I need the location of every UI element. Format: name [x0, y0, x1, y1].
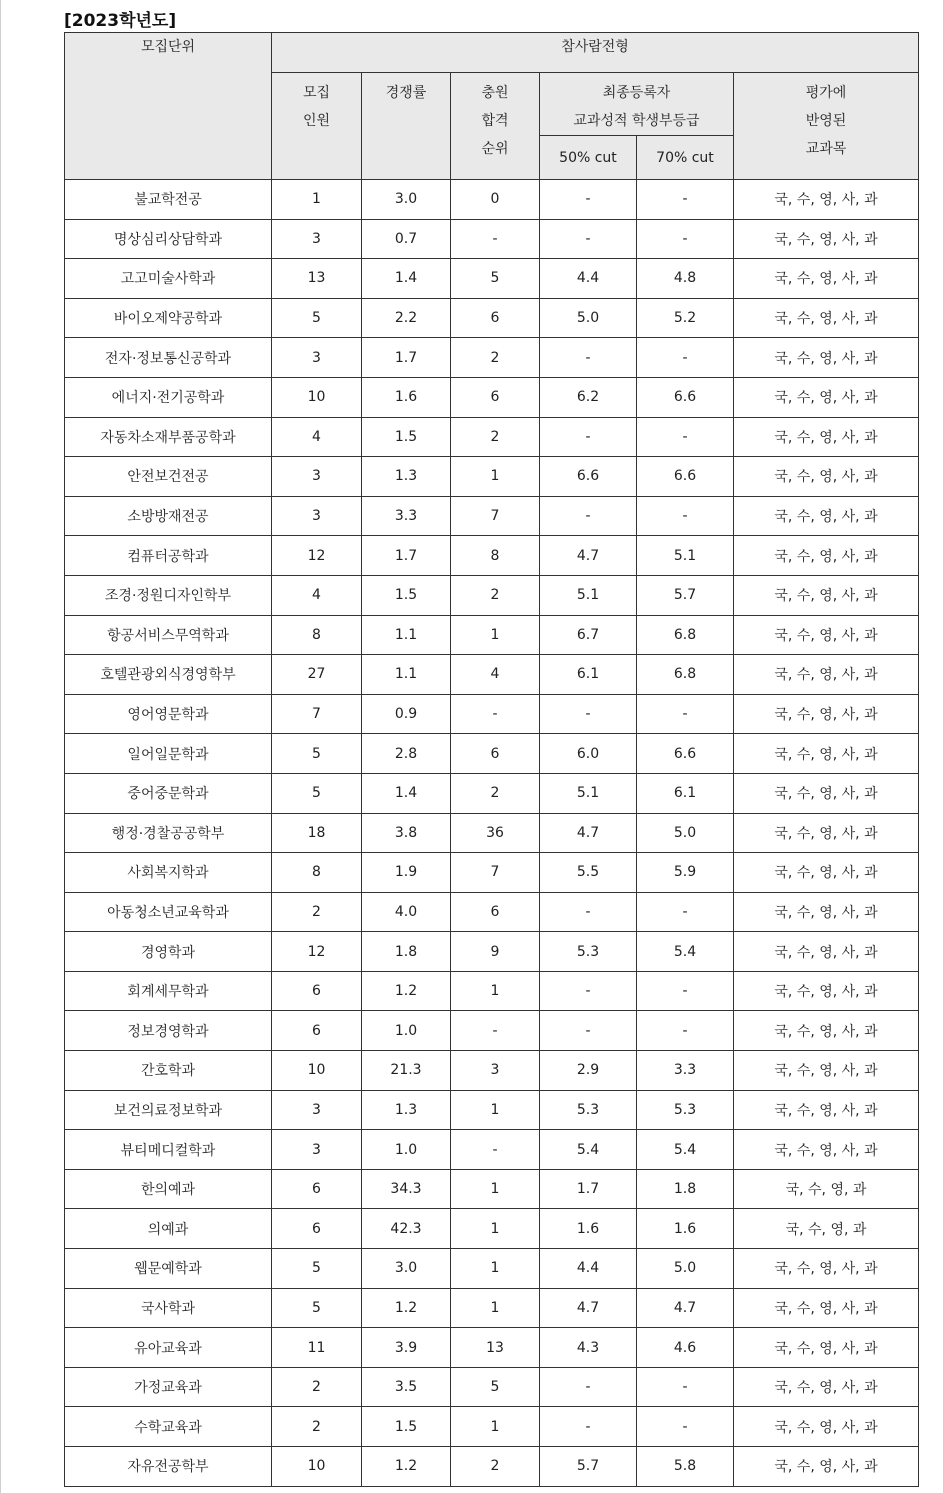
cell-cut50: 5.0 [540, 298, 637, 338]
cell-cut50: - [540, 1011, 637, 1051]
cell-cut50: 4.7 [540, 813, 637, 853]
cell-rank: 6 [451, 892, 540, 932]
cell-cut70: - [637, 338, 734, 378]
cell-rank: 5 [451, 259, 540, 299]
cell-cut50: 4.4 [540, 259, 637, 299]
table-row [65, 1367, 919, 1407]
cell-cut70: - [637, 1407, 734, 1447]
table-row [65, 259, 919, 299]
cell-rank: 2 [451, 575, 540, 615]
table-row [65, 1249, 919, 1289]
cell-rate: 0.9 [362, 694, 451, 734]
cell-name: 간호학과 [65, 1051, 272, 1091]
cell-name: 고고미술사학과 [65, 259, 272, 299]
table-row [65, 1130, 919, 1170]
cell-rank: 6 [451, 734, 540, 774]
cell-name: 국사학과 [65, 1288, 272, 1328]
cell-name: 호텔관광외식경영학부 [65, 655, 272, 695]
table-row [65, 773, 919, 813]
cell-name: 한의예과 [65, 1169, 272, 1209]
table-row [65, 655, 919, 695]
cell-quota: 3 [272, 496, 362, 536]
cell-quota: 6 [272, 1209, 362, 1249]
cell-name: 에너지·전기공학과 [65, 377, 272, 417]
cell-cut50: 6.0 [540, 734, 637, 774]
header-final-line1: 최종등록자 [602, 85, 671, 101]
cell-subjects: 국, 수, 영, 사, 과 [734, 1288, 919, 1328]
table-row [65, 496, 919, 536]
table-row [65, 457, 919, 497]
cell-quota: 5 [272, 298, 362, 338]
cell-name: 정보경영학과 [65, 1011, 272, 1051]
admission-results-table [64, 32, 919, 1487]
cell-rank: 7 [451, 853, 540, 893]
cell-quota: 6 [272, 1169, 362, 1209]
header-rank [451, 73, 540, 180]
cell-quota: 4 [272, 575, 362, 615]
cell-cut50: 4.4 [540, 1249, 637, 1289]
cell-cut50: - [540, 219, 637, 259]
cell-rate: 1.5 [362, 1407, 451, 1447]
cell-cut70: 1.8 [637, 1169, 734, 1209]
cell-rank: 4 [451, 655, 540, 695]
cell-cut50: - [540, 892, 637, 932]
cell-rate: 42.3 [362, 1209, 451, 1249]
cell-rate: 3.0 [362, 180, 451, 220]
cell-cut70: - [637, 892, 734, 932]
header-subjects-line3: 교과목 [805, 141, 847, 157]
cell-rate: 3.0 [362, 1249, 451, 1289]
cell-quota: 7 [272, 694, 362, 734]
cell-cut70: - [637, 971, 734, 1011]
cell-cut70: 5.3 [637, 1090, 734, 1130]
cell-subjects: 국, 수, 영, 사, 과 [734, 457, 919, 497]
cell-name: 소방방재전공 [65, 496, 272, 536]
cell-cut50: 5.1 [540, 575, 637, 615]
cell-rate: 1.7 [362, 536, 451, 576]
table-row [65, 615, 919, 655]
cell-subjects: 국, 수, 영, 사, 과 [734, 853, 919, 893]
table-row [65, 1169, 919, 1209]
cell-cut50: 6.7 [540, 615, 637, 655]
cell-rate: 1.4 [362, 259, 451, 299]
cell-quota: 8 [272, 853, 362, 893]
cell-rank: 9 [451, 932, 540, 972]
cell-cut50: 5.7 [540, 1447, 637, 1487]
header-quota-line2: 인원 [302, 113, 331, 129]
cell-quota: 3 [272, 457, 362, 497]
cell-cut70: 6.6 [637, 734, 734, 774]
cell-name: 웹문예학과 [65, 1249, 272, 1289]
cell-name: 영어영문학과 [65, 694, 272, 734]
cell-name: 항공서비스무역학과 [65, 615, 272, 655]
cell-cut70: 6.8 [637, 655, 734, 695]
cell-subjects: 국, 수, 영, 사, 과 [734, 536, 919, 576]
cell-rate: 2.2 [362, 298, 451, 338]
cell-subjects: 국, 수, 영, 사, 과 [734, 932, 919, 972]
cell-quota: 5 [272, 773, 362, 813]
cell-cut70: 5.0 [637, 1249, 734, 1289]
table-row [65, 338, 919, 378]
cell-rate: 21.3 [362, 1051, 451, 1091]
header-cut50: 50% cut [540, 136, 637, 180]
cell-cut70: 3.3 [637, 1051, 734, 1091]
cell-cut50: 5.3 [540, 1090, 637, 1130]
header-group: 참사람전형 [272, 33, 919, 73]
cell-name: 불교학전공 [65, 180, 272, 220]
cell-cut50: 6.6 [540, 457, 637, 497]
cell-name: 행정·경찰공공학부 [65, 813, 272, 853]
cell-cut70: 4.8 [637, 259, 734, 299]
cell-rank: 2 [451, 417, 540, 457]
cell-subjects: 국, 수, 영, 사, 과 [734, 417, 919, 457]
cell-subjects: 국, 수, 영, 사, 과 [734, 1367, 919, 1407]
cell-quota: 4 [272, 417, 362, 457]
cell-cut70: 1.6 [637, 1209, 734, 1249]
cell-cut50: 5.3 [540, 932, 637, 972]
cell-subjects: 국, 수, 영, 사, 과 [734, 338, 919, 378]
cell-rank: 7 [451, 496, 540, 536]
cell-subjects: 국, 수, 영, 사, 과 [734, 1090, 919, 1130]
cell-cut70: 6.8 [637, 615, 734, 655]
cell-subjects: 국, 수, 영, 사, 과 [734, 377, 919, 417]
cell-name: 뷰티메디컬학과 [65, 1130, 272, 1170]
table-row [65, 853, 919, 893]
cell-quota: 6 [272, 971, 362, 1011]
cell-subjects: 국, 수, 영, 사, 과 [734, 180, 919, 220]
cell-rate: 1.2 [362, 1447, 451, 1487]
cell-cut50: 1.7 [540, 1169, 637, 1209]
cell-cut70: 6.6 [637, 377, 734, 417]
cell-cut50: 6.1 [540, 655, 637, 695]
cell-subjects: 국, 수, 영, 사, 과 [734, 298, 919, 338]
cell-subjects: 국, 수, 영, 사, 과 [734, 575, 919, 615]
cell-quota: 8 [272, 615, 362, 655]
cell-cut70: - [637, 496, 734, 536]
table-row [65, 971, 919, 1011]
cell-subjects: 국, 수, 영, 사, 과 [734, 1249, 919, 1289]
header-rank-line1: 충원 [481, 85, 509, 101]
header-unit: 모집단위 [65, 33, 272, 180]
cell-cut70: 5.7 [637, 575, 734, 615]
cell-name: 바이오제약공학과 [65, 298, 272, 338]
cell-quota: 3 [272, 219, 362, 259]
cell-subjects: 국, 수, 영, 사, 과 [734, 813, 919, 853]
cell-quota: 13 [272, 259, 362, 299]
cell-quota: 12 [272, 536, 362, 576]
cell-rate: 2.8 [362, 734, 451, 774]
cell-subjects: 국, 수, 영, 사, 과 [734, 694, 919, 734]
cell-rank: 1 [451, 1249, 540, 1289]
cell-name: 자유전공학부 [65, 1447, 272, 1487]
header-subjects-line2: 반영된 [805, 113, 847, 129]
cell-rank: - [451, 219, 540, 259]
cell-rate: 1.5 [362, 417, 451, 457]
cell-cut70: 6.6 [637, 457, 734, 497]
header-rate: 경쟁률 [362, 73, 451, 180]
cell-name: 안전보건전공 [65, 457, 272, 497]
cell-rate: 3.9 [362, 1328, 451, 1368]
cell-quota: 1 [272, 180, 362, 220]
cell-cut50: - [540, 180, 637, 220]
cell-rank: 0 [451, 180, 540, 220]
cell-rate: 1.3 [362, 1090, 451, 1130]
cell-rate: 3.3 [362, 496, 451, 536]
cell-subjects: 국, 수, 영, 사, 과 [734, 496, 919, 536]
cell-rate: 1.2 [362, 1288, 451, 1328]
cell-cut50: 4.3 [540, 1328, 637, 1368]
cell-cut70: 4.7 [637, 1288, 734, 1328]
header-rank-line3: 순위 [481, 141, 509, 157]
cell-cut70: 6.1 [637, 773, 734, 813]
cell-subjects: 국, 수, 영, 사, 과 [734, 1447, 919, 1487]
cell-quota: 11 [272, 1328, 362, 1368]
cell-name: 수학교육과 [65, 1407, 272, 1447]
cell-cut70: 5.1 [637, 536, 734, 576]
cell-quota: 5 [272, 1249, 362, 1289]
table-row [65, 1288, 919, 1328]
cell-name: 일어일문학과 [65, 734, 272, 774]
table-row [65, 1051, 919, 1091]
cell-quota: 6 [272, 1011, 362, 1051]
header-subjects-line1: 평가에 [805, 85, 847, 101]
table-row [65, 1011, 919, 1051]
cell-rank: 2 [451, 1447, 540, 1487]
cell-subjects: 국, 수, 영, 과 [734, 1169, 919, 1209]
cell-rank: 2 [451, 773, 540, 813]
cell-quota: 2 [272, 1407, 362, 1447]
table-row [65, 813, 919, 853]
table-row [65, 932, 919, 972]
cell-rate: 1.9 [362, 853, 451, 893]
table-row [65, 377, 919, 417]
cell-rank: 2 [451, 338, 540, 378]
cell-cut50: - [540, 417, 637, 457]
cell-quota: 10 [272, 1051, 362, 1091]
cell-subjects: 국, 수, 영, 사, 과 [734, 1328, 919, 1368]
cell-name: 보건의료정보학과 [65, 1090, 272, 1130]
cell-cut70: 5.8 [637, 1447, 734, 1487]
cell-rate: 3.8 [362, 813, 451, 853]
table-row [65, 180, 919, 220]
cell-cut70: 5.9 [637, 853, 734, 893]
cell-name: 회계세무학과 [65, 971, 272, 1011]
cell-cut70: - [637, 180, 734, 220]
cell-cut50: - [540, 496, 637, 536]
cell-cut70: - [637, 1367, 734, 1407]
cell-quota: 3 [272, 1090, 362, 1130]
table-row [65, 536, 919, 576]
cell-cut50: - [540, 1367, 637, 1407]
cell-name: 경영학과 [65, 932, 272, 972]
cell-cut50: - [540, 338, 637, 378]
cell-rate: 3.5 [362, 1367, 451, 1407]
cell-rank: 13 [451, 1328, 540, 1368]
cell-quota: 3 [272, 338, 362, 378]
header-quota [272, 73, 362, 180]
cell-subjects: 국, 수, 영, 사, 과 [734, 1051, 919, 1091]
header-quota-line1: 모집 [302, 85, 331, 101]
cell-name: 아동청소년교육학과 [65, 892, 272, 932]
table-row [65, 892, 919, 932]
cell-rate: 1.5 [362, 575, 451, 615]
cell-rank: 6 [451, 298, 540, 338]
cell-rank: 1 [451, 1090, 540, 1130]
cell-quota: 2 [272, 1367, 362, 1407]
cell-name: 의예과 [65, 1209, 272, 1249]
page-title: [2023학년도] [64, 11, 177, 31]
cell-rate: 0.7 [362, 219, 451, 259]
cell-name: 유아교육과 [65, 1328, 272, 1368]
cell-subjects: 국, 수, 영, 사, 과 [734, 655, 919, 695]
cell-quota: 2 [272, 892, 362, 932]
cell-subjects: 국, 수, 영, 사, 과 [734, 734, 919, 774]
cell-rank: - [451, 694, 540, 734]
cell-rate: 1.4 [362, 773, 451, 813]
cell-rate: 1.0 [362, 1130, 451, 1170]
cell-rank: - [451, 1130, 540, 1170]
cell-subjects: 국, 수, 영, 과 [734, 1209, 919, 1249]
cell-cut50: 5.5 [540, 853, 637, 893]
cell-rate: 1.1 [362, 615, 451, 655]
cell-name: 사회복지학과 [65, 853, 272, 893]
cell-subjects: 국, 수, 영, 사, 과 [734, 1407, 919, 1447]
cell-cut50: - [540, 971, 637, 1011]
table-row [65, 734, 919, 774]
cell-subjects: 국, 수, 영, 사, 과 [734, 219, 919, 259]
cell-quota: 3 [272, 1130, 362, 1170]
cell-rank: 1 [451, 1407, 540, 1447]
cell-quota: 18 [272, 813, 362, 853]
cell-rank: 1 [451, 1209, 540, 1249]
cell-cut50: 6.2 [540, 377, 637, 417]
table-row [65, 417, 919, 457]
cell-cut70: 4.6 [637, 1328, 734, 1368]
cell-quota: 10 [272, 1447, 362, 1487]
cell-cut50: - [540, 1407, 637, 1447]
table-row [65, 1209, 919, 1249]
cell-cut50: 4.7 [540, 536, 637, 576]
cell-subjects: 국, 수, 영, 사, 과 [734, 971, 919, 1011]
cell-rank: 3 [451, 1051, 540, 1091]
cell-quota: 12 [272, 932, 362, 972]
table-row [65, 1447, 919, 1487]
cell-rate: 1.1 [362, 655, 451, 695]
cell-cut50: 1.6 [540, 1209, 637, 1249]
table-row [65, 1090, 919, 1130]
cell-rate: 1.7 [362, 338, 451, 378]
cell-name: 가정교육과 [65, 1367, 272, 1407]
cell-rank: 8 [451, 536, 540, 576]
cell-cut50: 5.1 [540, 773, 637, 813]
cell-name: 자동차소재부품공학과 [65, 417, 272, 457]
table-row [65, 219, 919, 259]
cell-cut50: 4.7 [540, 1288, 637, 1328]
cell-rank: 1 [451, 1169, 540, 1209]
table-row [65, 298, 919, 338]
cell-rank: 1 [451, 1288, 540, 1328]
cell-rate: 1.2 [362, 971, 451, 1011]
cell-quota: 5 [272, 734, 362, 774]
cell-rank: 5 [451, 1367, 540, 1407]
cell-rank: 6 [451, 377, 540, 417]
cell-rank: 1 [451, 971, 540, 1011]
cell-rank: 1 [451, 615, 540, 655]
cell-subjects: 국, 수, 영, 사, 과 [734, 259, 919, 299]
cell-cut50: 2.9 [540, 1051, 637, 1091]
table-row [65, 694, 919, 734]
cell-cut50: - [540, 694, 637, 734]
cell-cut70: - [637, 219, 734, 259]
cell-name: 컴퓨터공학과 [65, 536, 272, 576]
page-border-left [0, 0, 1, 1493]
cell-name: 중어중문학과 [65, 773, 272, 813]
cell-rate: 34.3 [362, 1169, 451, 1209]
header-final-line2: 교과성적 학생부등급 [573, 113, 700, 129]
cell-cut50: 5.4 [540, 1130, 637, 1170]
cell-name: 조경·정원디자인학부 [65, 575, 272, 615]
cell-rate: 1.3 [362, 457, 451, 497]
cell-rank: 36 [451, 813, 540, 853]
cell-cut70: - [637, 694, 734, 734]
cell-rank: - [451, 1011, 540, 1051]
cell-subjects: 국, 수, 영, 사, 과 [734, 1011, 919, 1051]
cell-cut70: - [637, 1011, 734, 1051]
cell-quota: 27 [272, 655, 362, 695]
table-row [65, 1328, 919, 1368]
cell-rate: 4.0 [362, 892, 451, 932]
cell-cut70: 5.4 [637, 1130, 734, 1170]
cell-name: 전자·정보통신공학과 [65, 338, 272, 378]
cell-name: 명상심리상담학과 [65, 219, 272, 259]
cell-subjects: 국, 수, 영, 사, 과 [734, 615, 919, 655]
table-header [65, 33, 919, 180]
cell-subjects: 국, 수, 영, 사, 과 [734, 1130, 919, 1170]
cell-cut70: - [637, 417, 734, 457]
cell-subjects: 국, 수, 영, 사, 과 [734, 892, 919, 932]
cell-quota: 10 [272, 377, 362, 417]
cell-rate: 1.8 [362, 932, 451, 972]
table-body [65, 180, 919, 1487]
cell-cut70: 5.2 [637, 298, 734, 338]
cell-quota: 5 [272, 1288, 362, 1328]
cell-rate: 1.6 [362, 377, 451, 417]
cell-cut70: 5.4 [637, 932, 734, 972]
header-subjects [734, 73, 919, 180]
cell-cut70: 5.0 [637, 813, 734, 853]
header-cut70: 70% cut [637, 136, 734, 180]
cell-rank: 1 [451, 457, 540, 497]
cell-subjects: 국, 수, 영, 사, 과 [734, 773, 919, 813]
header-rank-line2: 합격 [481, 113, 509, 129]
header-final [540, 73, 734, 136]
table-row [65, 575, 919, 615]
table-row [65, 1407, 919, 1447]
cell-rate: 1.0 [362, 1011, 451, 1051]
